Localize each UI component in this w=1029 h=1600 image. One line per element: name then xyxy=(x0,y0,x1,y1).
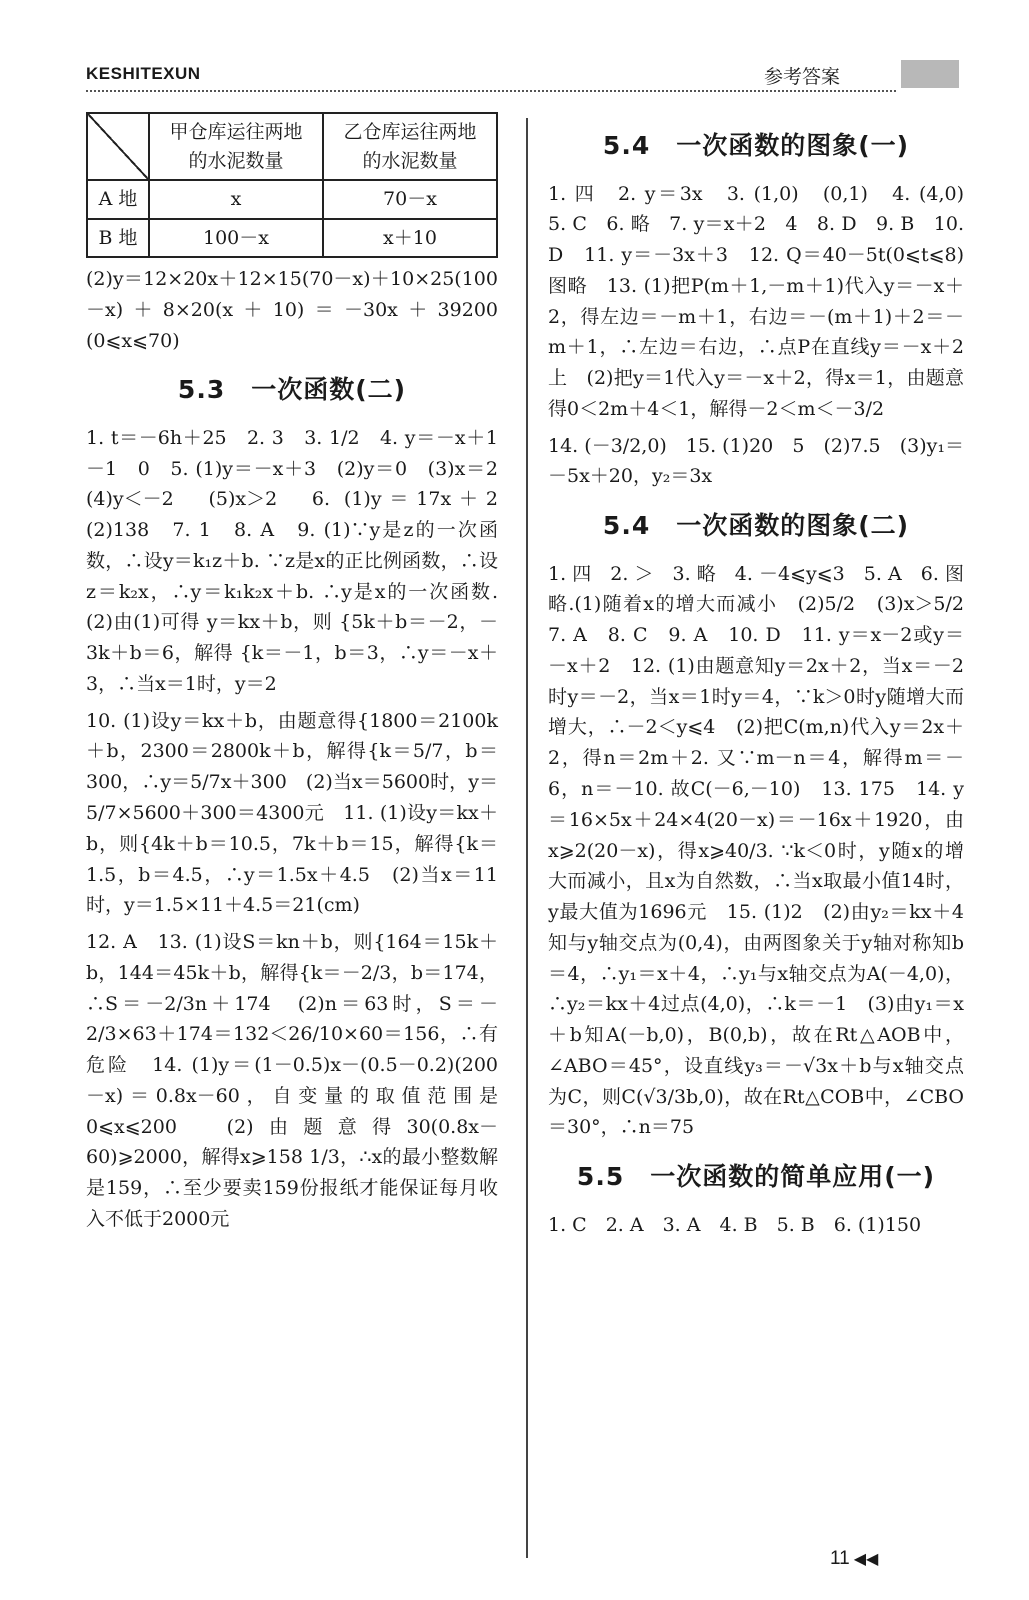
answer-paragraph: 1. t＝－6h＋25 2. 3 3. 1/2 4. y＝－x＋1 －1 0 5. (1)y＝－x＋3 (2)y＝0 (3)x＝2 (4)y＜－2 (5)x＞2 6. (1)y＝17x＋2 (2)138 7. 1 8. A 9. (1)∵y是z的一次函数，∴设y＝k₁z＋b. ∵z是x的正比例函数，∴设z＝k₂x，∴y＝k₁k₂x＋b. ∴y是x的一次函数. (2)由(1)可得 y＝kx＋b，则 {5k＋b＝－2，－3k＋b＝6，解得 {k＝－1，b＝3，∴y＝－x＋3，∴当x＝1时，y＝2 xyxy=(86,426,518,695)
header-col1-line2: 的水泥数量 xyxy=(188,149,284,172)
answer-paragraph: (2)y＝12×20x＋12×15(70－x)＋10×25(100－x)＋8×20(x＋10)＝－30x＋39200 (0⩽x⩽70) xyxy=(86,268,498,352)
page-number: 11 xyxy=(830,1548,850,1569)
table-cell: x＋10 xyxy=(323,219,497,258)
table-header-row xyxy=(87,113,497,180)
section-heading-5-5: 5.5 一次函数的简单应用(一) xyxy=(576,1162,936,1192)
answer-paragraph: 12. A 13. (1)设S＝kn＋b，则{164＝15k＋b，144＝45k＋b，解得{k＝－2/3，b＝174，∴S＝－2/3n＋174 (2)n＝63时，S＝－2/3×63＋174＝132＜26/10×60＝156，∴有危险 14. (1)y＝(1－0.5)x－(0.5－0.2)(200－x)＝0.8x－60，自变量的取值范围是0⩽x⩽200 (2)由题意得30(0.8x－60)⩾2000，解得x⩾158 1/3，∴x的最小整数解是159，∴至少要卖159份报纸才能保证每月收入不低于2000元 xyxy=(86,931,498,1230)
header-col1-line1: 甲仓库运往两地 xyxy=(169,121,303,143)
header-col2-line2: 的水泥数量 xyxy=(362,149,458,172)
header-col2-line1: 乙仓库运往两地 xyxy=(343,121,477,143)
section-label: 参考答案 xyxy=(764,66,841,88)
brand-label: KESHITEXUN xyxy=(86,64,201,83)
table-cell: 100－x xyxy=(149,219,323,258)
double-left-arrow-icon: ◀◀ xyxy=(853,1551,879,1568)
column-divider xyxy=(526,118,528,1558)
answer-paragraph: 14. (－3/2,0) 15. (1)20 5 (2)7.5 (3)y₁＝－5x＋20，y₂＝3x xyxy=(548,434,964,488)
row-label: B 地 xyxy=(87,219,149,258)
page-footer xyxy=(830,1548,878,1570)
right-column xyxy=(548,112,984,1246)
cement-distribution-table xyxy=(86,112,498,258)
row-label: A 地 xyxy=(87,180,149,219)
page-header xyxy=(86,56,966,96)
answer-paragraph: 1. 四 2. y＝3x 3. (1,0) (0,1) 4. (4,0) 5. C 6. 略 7. y＝x＋2 4 8. D 9. B 10. D 11. y＝－3x＋3 12. Q＝40－5t(0⩽t⩽8) 图略 13. (1)把P(m＋1,－m＋1)代入y＝－x＋2，得左边＝－m＋1，右边＝－(m＋1)＋2＝－m＋1，∴左边＝右边，∴点P在直线y＝－x＋2上 (2)把y＝1代入y＝－x＋2，得x＝1，由题意得0＜2m＋4＜1，解得－2＜m＜－3/2 xyxy=(548,182,984,420)
table-header-col2 xyxy=(323,113,497,180)
table-row xyxy=(87,219,497,258)
left-column xyxy=(86,112,518,1241)
answer-paragraph: 1. 四 2. ＞ 3. 略 4. －4⩽y⩽3 5. A 6. 图略.(1)随着x的增大而减小 (2)5/2 (3)x＞5/2 7. A 8. C 9. A 10. D 11. y＝x－2或y＝－x＋2 12. (1)由题意知y＝2x＋2，当x＝－2时y＝－2，当x＝1时y＝4，∵k＞0时y随增大而增大，∴－2＜y⩽4 (2)把C(m,n)代入y＝2x＋2，得n＝2m＋2. 又∵m－n＝4，解得m＝－6，n＝－10. 故C(－6,－10) 13. 175 14. y＝16×5x＋24×4(20－x)＝－16x＋1920，由x⩾2(20－x)，得x⩾40/3. ∵k＜0时，y随x的增大而减小，且x为自然数，∴当x取最小值14时，y最大值为1696元 15. (1)2 (2)由y₂＝kx＋4知与y轴交点为(0,4)，由两图象关于y轴对称知b＝4，∴y₁＝x＋4，∴y₁与x轴交点为A(－4,0)，∴y₂＝kx＋4过点(4,0)，∴k＝－1 (3)由y₁＝x＋b知A(－b,0)，B(0,b)，故在Rt△AOB中，∠ABO＝45°，设直线y₃＝－√3x＋b与x轴交点为C，则C(√3/3b,0)，故在Rt△COB中，∠CBO＝30°，∴n＝75 xyxy=(548,562,984,1139)
table-header-col1 xyxy=(149,113,323,180)
header-tab-decoration xyxy=(901,60,959,88)
table-cell: 70－x xyxy=(323,180,497,219)
answer-paragraph: 10. (1)设y＝kx＋b，由题意得{1800＝2100k＋b，2300＝2800k＋b，解得{k＝5/7，b＝300，∴y＝5/7x＋300 (2)当x＝5600时，y＝5/7×5600＋300＝4300元 11. (1)设y＝kx＋b，则{4k＋b＝10.5，7k＋b＝15，解得{k＝1.5，b＝4.5，∴y＝1.5x＋4.5 (2)当x＝11时，y＝1.5×11＋4.5＝21(cm) xyxy=(86,709,498,917)
table-row xyxy=(87,180,497,219)
answer-paragraph: 1. C 2. A 3. A 4. B 5. B 6. (1)150 xyxy=(548,1213,922,1236)
section-heading-5-4-a: 5.4 一次函数的图象(一) xyxy=(602,131,910,160)
table-corner-cell xyxy=(87,113,149,180)
section-heading-5-3: 5.3 一次函数(二) xyxy=(177,375,407,405)
table-cell: x xyxy=(149,180,323,219)
header-dotted-rule xyxy=(86,90,896,92)
section-heading-5-4-b: 5.4 一次函数的图象(二) xyxy=(602,511,910,541)
